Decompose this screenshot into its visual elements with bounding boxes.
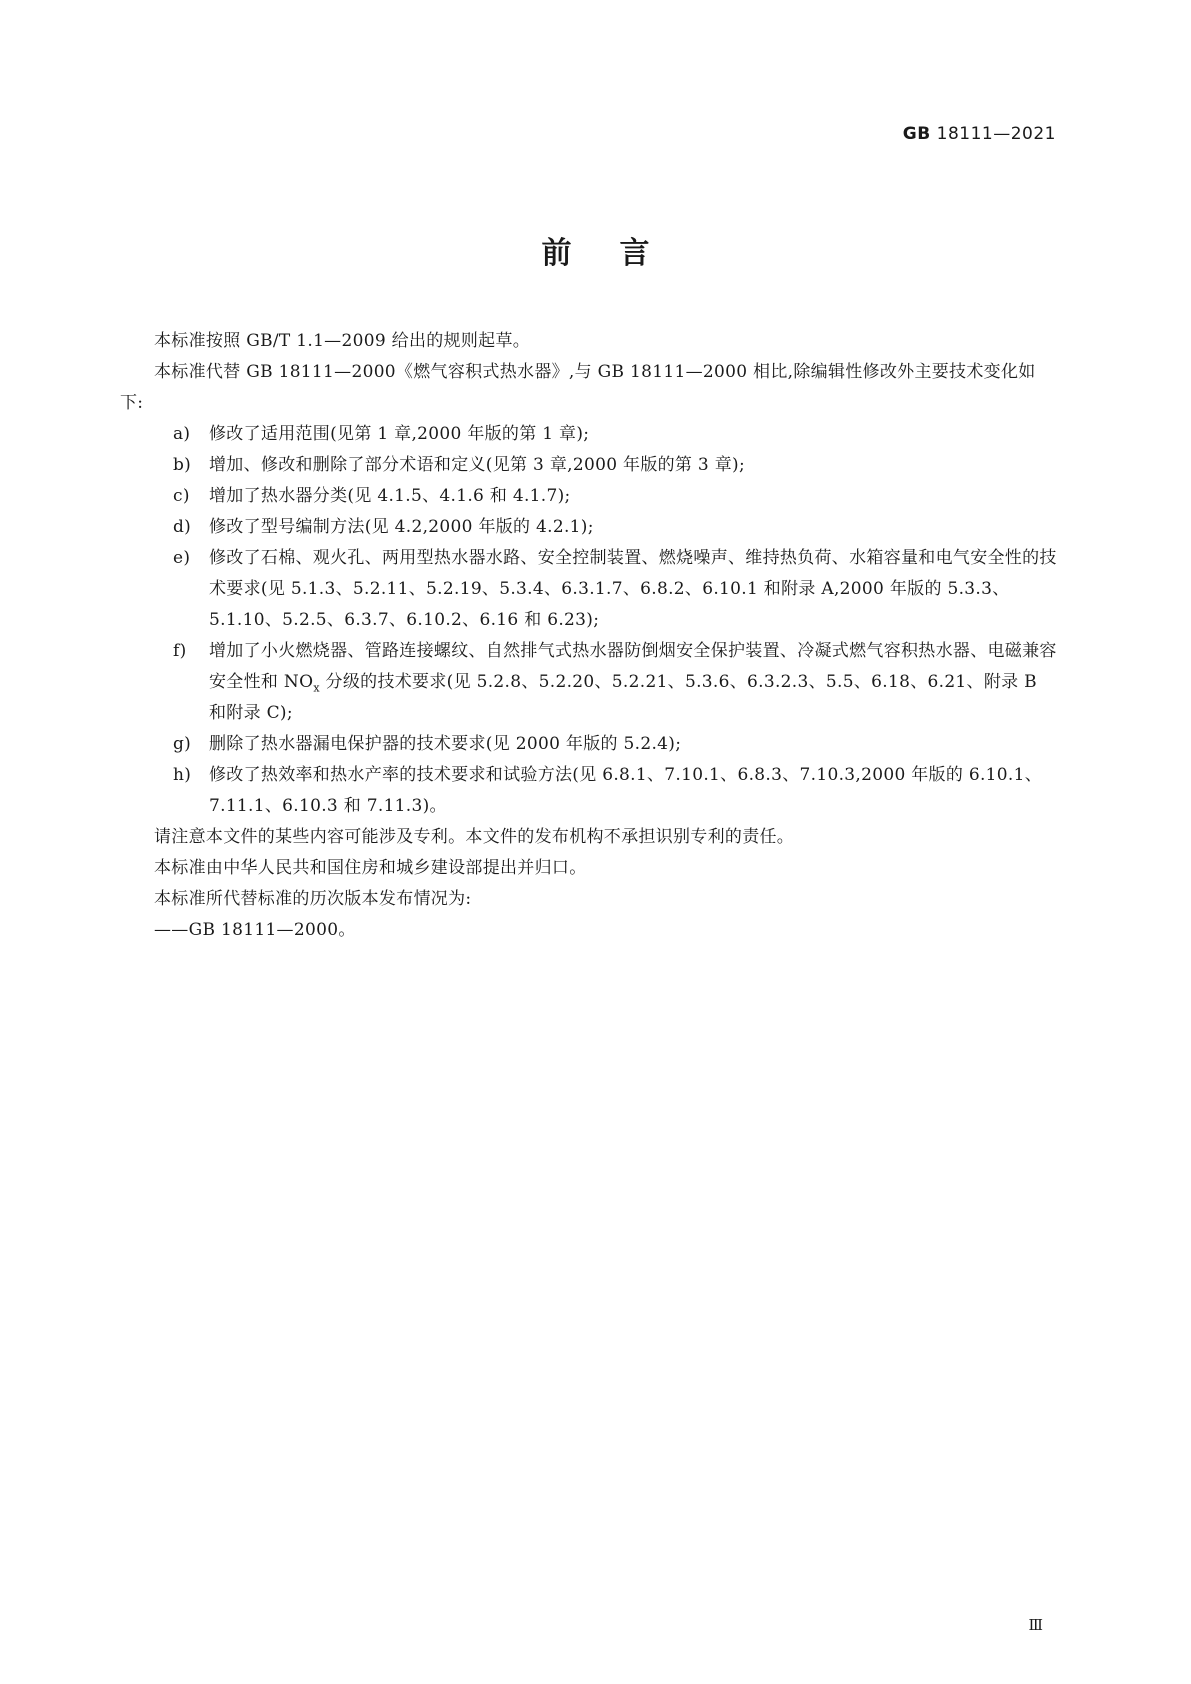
list-item bbox=[120, 760, 1058, 822]
patent-notice: 请注意本文件的某些内容可能涉及专利。本文件的发布机构不承担识别专利的责任。 bbox=[154, 827, 795, 847]
history-intro: 本标准所代替标准的历次版本发布情况为: bbox=[154, 889, 472, 909]
intro-paragraph: 本标准按照 GB/T 1.1—2009 给出的规则起草。 bbox=[154, 331, 531, 351]
page-title: 前言 bbox=[541, 236, 698, 271]
list-item bbox=[120, 419, 1058, 450]
history-item: ——GB 18111—2000。 bbox=[154, 920, 356, 940]
list-item bbox=[120, 543, 1058, 636]
list-item bbox=[120, 729, 1058, 760]
list-item-tag: h) bbox=[173, 765, 192, 785]
list-item-text-before: 增加了小火燃烧器、管路连接螺纹、自然排气式热水器防倒烟安全保护装置、冷凝式燃气容积热水器、电磁兼容安全性和 NO bbox=[209, 641, 1057, 692]
list-item bbox=[120, 450, 1058, 481]
standard-code bbox=[903, 124, 1056, 144]
standard-code-number: 18111—2021 bbox=[936, 124, 1056, 144]
list-item-text: 修改了适用范围(见第 1 章,2000 年版的第 1 章); bbox=[209, 424, 590, 444]
list-item-text: 增加了热水器分类(见 4.1.5、4.1.6 和 4.1.7); bbox=[209, 486, 571, 506]
standard-code-prefix: GB bbox=[902, 124, 931, 144]
list-item-text: 修改了型号编制方法(见 4.2,2000 年版的 4.2.1); bbox=[209, 517, 594, 537]
page-number: Ⅲ bbox=[1028, 1616, 1043, 1634]
list-item bbox=[120, 512, 1058, 543]
changes-list bbox=[120, 419, 1058, 822]
proposer-paragraph: 本标准由中华人民共和国住房和城乡建设部提出并归口。 bbox=[154, 858, 587, 878]
list-item-tag: a) bbox=[173, 424, 191, 444]
list-item bbox=[120, 481, 1058, 512]
list-item-text-after: 分级的技术要求(见 5.2.8、5.2.20、5.2.21、5.3.6、6.3.2.3、5.5、6.18、6.21、附录 B 和附录 C); bbox=[209, 672, 1037, 723]
list-item-text: 删除了热水器漏电保护器的技术要求(见 2000 年版的 5.2.4); bbox=[209, 734, 682, 754]
list-item-tag: d) bbox=[173, 517, 192, 537]
list-item-text: 修改了热效率和热水产率的技术要求和试验方法(见 6.8.1、7.10.1、6.8.3、7.10.3,2000 年版的 6.10.1、7.11.1、6.10.3 和 7.11.3)。 bbox=[209, 765, 1043, 816]
list-item-tag: c) bbox=[173, 486, 190, 506]
list-item-tag: b) bbox=[173, 455, 192, 475]
document-body bbox=[120, 326, 1058, 946]
nox-subscript: x bbox=[313, 681, 320, 695]
list-item-tag: g) bbox=[173, 734, 192, 754]
list-item-tag: f) bbox=[173, 641, 187, 661]
list-item-text: 增加、修改和删除了部分术语和定义(见第 3 章,2000 年版的第 3 章); bbox=[209, 455, 746, 475]
replace-paragraph: 本标准代替 GB 18111—2000《燃气容积式热水器》,与 GB 18111—2000 相比,除编辑性修改外主要技术变化如下: bbox=[120, 362, 1036, 413]
list-item-text: 修改了石棉、观火孔、两用型热水器水路、安全控制装置、燃烧噪声、维持热负荷、水箱容量和电气安全性的技术要求(见 5.1.3、5.2.11、5.2.19、5.3.4、6.3.1.7、6.8.2、6.10.1 和附录 A,2000 年版的 5.3.3、5.1.10、5.2.5、6.3.7、6.10.2、6.16 和 6.23); bbox=[209, 548, 1057, 630]
list-item-tag: e) bbox=[173, 548, 191, 568]
list-item bbox=[120, 636, 1058, 729]
